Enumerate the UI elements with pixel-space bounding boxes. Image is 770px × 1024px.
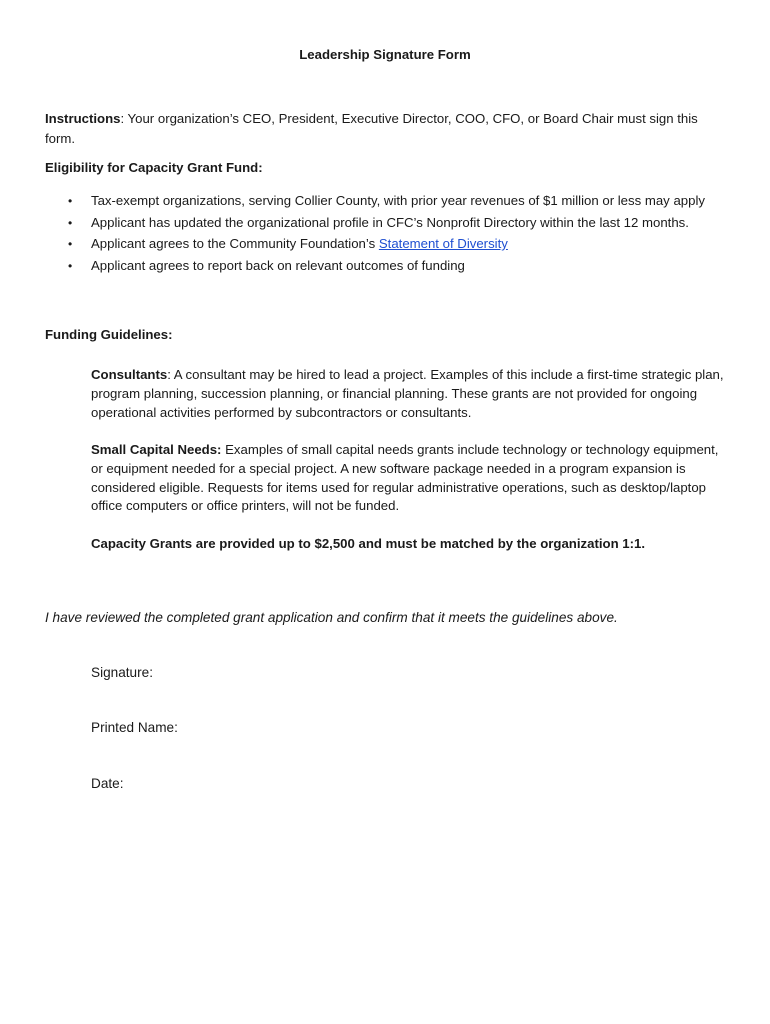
funding-heading: Funding Guidelines:: [45, 327, 173, 342]
consultants-text: : A consultant may be hired to lead a project. Examples of this include a first-time strategic plan, program planning, succession planning, or financial planning. These grants are not provided for ongoing operational activities performed by subcontractors or consultants.: [91, 367, 724, 420]
instructions-label: Instructions: [45, 111, 121, 126]
list-item: [45, 256, 725, 277]
eligibility-list: [45, 191, 725, 277]
instructions-paragraph: [45, 109, 725, 149]
bullet-icon: •: [68, 215, 73, 230]
small-capital-text: Examples of small capital needs grants include technology or technology equipment, or equipment needed for a special project. A new software package needed in a program expansion is considered eligible. Requests for items used for regular administrative operations, such as desktop/laptop office computers or office printers, will not be funded.: [91, 442, 719, 514]
grant-limit-statement: Capacity Grants are provided up to $2,500 and must be matched by the organization 1:1.: [91, 536, 646, 551]
small-capital-label: Small Capital Needs:: [91, 442, 222, 457]
list-item: [45, 234, 725, 255]
page-title: Leadership Signature Form: [299, 47, 471, 62]
bullet-icon: •: [68, 237, 73, 251]
statement-of-diversity-link[interactable]: Statement of Diversity: [378, 236, 508, 251]
signature-label: Signature:: [91, 665, 153, 680]
consultants-label: Consultants: [91, 367, 168, 382]
eligibility-heading: Eligibility for Capacity Grant Fund:: [45, 160, 263, 175]
consultants-paragraph: [91, 366, 731, 422]
eligibility-item-text: Applicant agrees to the Community Foundation’s: [91, 236, 379, 251]
date-label: Date:: [91, 776, 124, 791]
bullet-icon: •: [68, 194, 73, 208]
eligibility-item-text: Tax-exempt organizations, serving Collier County, with prior year revenues of $1 million or less may apply: [91, 193, 705, 208]
small-capital-paragraph: [91, 441, 731, 516]
bullet-icon: •: [68, 258, 73, 273]
eligibility-item-text: Applicant agrees to report back on relevant outcomes of funding: [91, 257, 465, 273]
list-item: [45, 191, 725, 212]
instructions-text: : Your organization’s CEO, President, Executive Director, COO, CFO, or Board Chair must sign this form.: [45, 111, 698, 146]
printed-name-label: Printed Name:: [91, 720, 178, 735]
confirmation-statement: I have reviewed the completed grant application and confirm that it meets the guidelines above.: [45, 610, 618, 625]
eligibility-item-text: Applicant has updated the organizational profile in CFC’s Nonprofit Directory within the last 12 months.: [91, 214, 689, 230]
list-item: [45, 213, 725, 234]
